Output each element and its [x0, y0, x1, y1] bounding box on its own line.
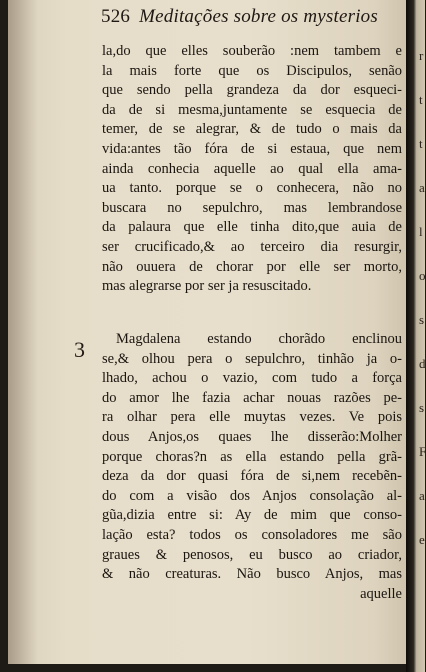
text-line: vida:antes tão fóra de si estaua, que nem — [102, 140, 402, 157]
text-line: ua tanto. porque se o conhecera, não no — [102, 180, 402, 197]
facing-page-letter: F — [419, 444, 426, 459]
text-line: deza da dor quasi fóra de si,nem recebẽn- — [102, 468, 402, 485]
text-line: do amor lhe fazia achar nouas razões pe- — [102, 389, 402, 406]
text-line: se,& olhou pera o sepulchro, tinhão ja o- — [102, 350, 402, 367]
catchword: aquelle — [360, 585, 402, 602]
text-line: não ouuera de chorar por elle ser morto, — [102, 258, 402, 275]
text-line: lhado, achou o vazio, com tudo a força — [102, 370, 402, 387]
text-line: ra olhar pera elle muytas vezes. Ve pois — [102, 409, 402, 426]
text-line: da de si mesma,juntamente se esquecia de — [102, 101, 402, 118]
running-header — [101, 6, 378, 28]
paragraph-2 — [102, 330, 402, 604]
facing-page-letter: r — [419, 48, 424, 63]
facing-page-letter: o — [419, 268, 426, 283]
facing-page-letter: e — [419, 532, 425, 547]
gutter-shadow — [8, 0, 38, 664]
text-line: & não creaturas. Não busco Anjos, mas — [102, 566, 402, 583]
text-line: mas alegrarse por ser ja resuscitado. — [102, 278, 312, 295]
paragraph-1 — [102, 42, 402, 297]
text-line: temer, de se alegrar, & de tudo o mais da — [102, 121, 402, 138]
facing-page-edge — [406, 0, 425, 672]
facing-page-letter: t — [419, 136, 423, 151]
facing-page-letter: a — [419, 488, 425, 503]
text-line: dous Anjos,os quaes lhe disserão:Molher — [102, 428, 402, 445]
facing-page-letter: s — [419, 312, 425, 327]
text-line: lação esta? todos os consoladores me são — [102, 526, 402, 543]
text-line: ainda conhecia aquelle ao qual ella ama- — [102, 160, 402, 177]
text-line: que sendo pella grandeza da dor esqueci- — [102, 82, 402, 99]
running-title: Meditações sobre os mysterios — [139, 6, 378, 27]
text-line: Magdalena estando chorãdo enclinou — [116, 331, 402, 347]
facing-page-letter: a — [419, 180, 425, 195]
book-page — [8, 0, 406, 664]
facing-page-letter: t — [419, 92, 423, 107]
text-line: do com a visão dos Anjos consolação al- — [102, 487, 402, 504]
text-line: la mais forte que os Discipulos, senão — [102, 62, 402, 79]
facing-page-letter: l — [419, 224, 423, 239]
text-line: ser crucificado,& ao terceiro dia resurgir, — [102, 238, 402, 255]
text-line: graues & penosos, eu busco ao criador, — [102, 546, 402, 563]
facing-page-letter: d — [419, 356, 426, 371]
text-line: da palaura que elle tinha dito,que auia de — [102, 219, 402, 236]
text-line: la,do que elles souberão :nem tambem e — [102, 43, 402, 59]
marginal-number: 3 — [74, 337, 85, 362]
text-line: buscara no sepulchro, mas lembrandose — [102, 199, 402, 216]
text-line: porque choras?n as ella estando pella grã- — [102, 448, 402, 465]
facing-page-letter: s — [419, 400, 425, 415]
page-number: 526 — [101, 6, 131, 27]
text-line: gũa,dizia entre si: Ay de mim que conso- — [102, 507, 402, 524]
